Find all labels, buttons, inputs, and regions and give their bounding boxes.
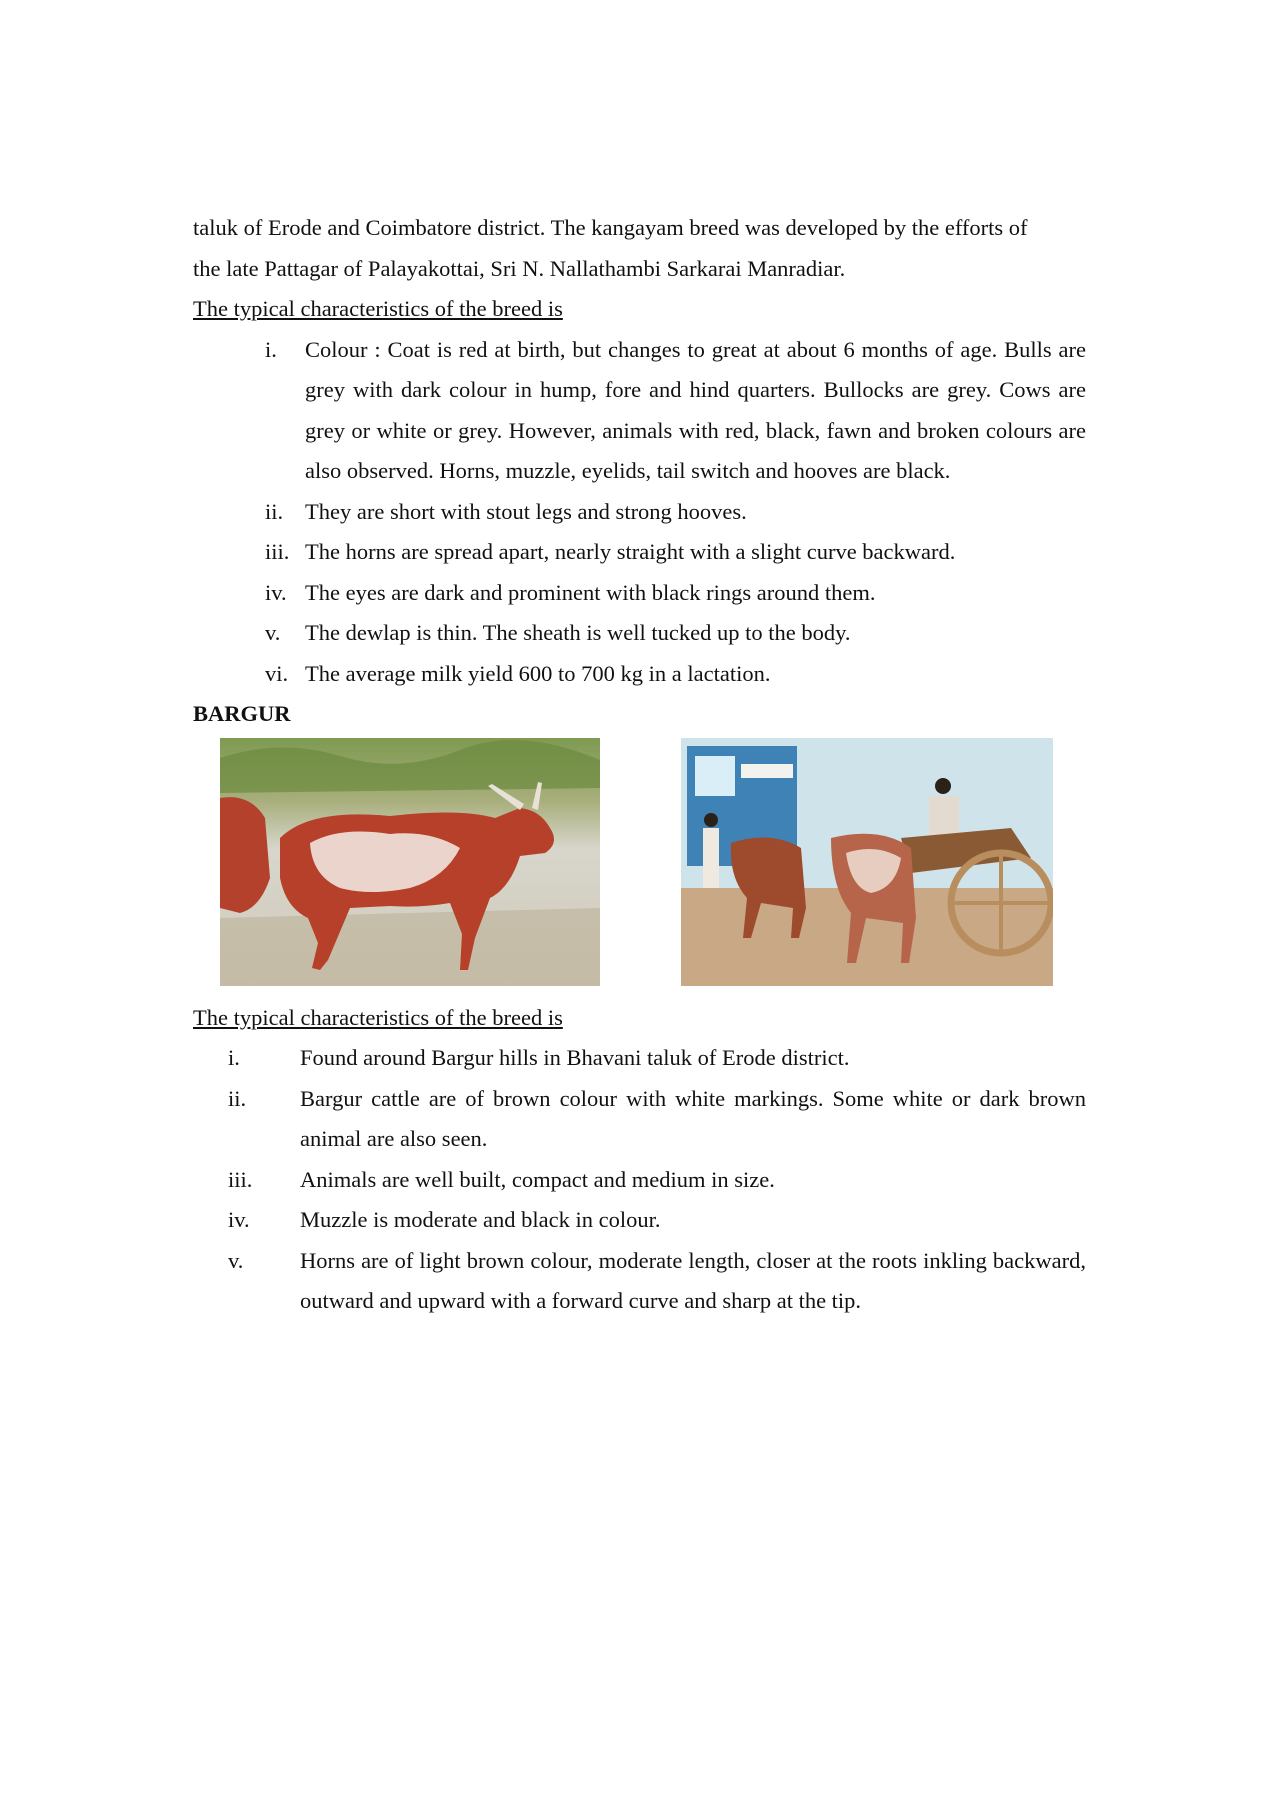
bargur-bullock-cart-photo [681,738,1053,986]
list-item [193,613,1086,654]
list-item-number: iii. [265,539,290,564]
list-item-text: Muzzle is moderate and black in colour. [300,1207,661,1232]
page-content [193,208,1086,1322]
list-item-text: The average milk yield 600 to 700 kg in a lactation. [305,660,771,686]
list-item-text: Animals are well built, compact and medium in size. [300,1166,775,1192]
list-item [193,654,1086,695]
list-item [193,1160,1086,1201]
list-item [193,573,1086,614]
list-item-text: Colour : Coat is red at birth, but changes to great at about 6 months of age. Bulls are grey with dark colour in hump, fore and hind quarters. Bullocks are grey. Cows are grey or white or grey. However, animals with red, black, fawn and broken colours are also observed. Horns, muzzle, eyelids, tail switch and hooves are black. [305,336,1086,483]
list-item [193,1038,1086,1079]
list-item [193,492,1086,533]
list-item [193,1200,1086,1241]
list-item [193,1079,1086,1160]
intro-line-1: taluk of Erode and Coimbatore district. The kangayam breed was developed by the efforts of [193,215,1028,240]
list-item-text: Bargur cattle are of brown colour with white markings. Some white or dark brown animal are also seen. [300,1085,1086,1151]
list-item-text: The eyes are dark and prominent with black rings around them. [305,579,876,605]
list-item-number: ii. [265,498,284,524]
list-item [193,330,1086,492]
list-item-number: ii. [228,1085,247,1111]
list-item-number: vi. [265,660,289,686]
bargur-section-title: BARGUR [193,701,291,726]
list-item-number: v. [228,1247,244,1273]
bargur-cow-photo [220,738,600,986]
list-item-text: Horns are of light brown colour, moderate length, closer at the roots inkling backward, outward and upward with a forward curve and sharp at the tip. [300,1247,1086,1313]
list-item-number: i. [265,336,277,362]
intro-line-2: the late Pattagar of Palayakottai, Sri N. Nallathambi Sarkarai Manradiar. [193,255,846,281]
list-item-text: Found around Bargur hills in Bhavani taluk of Erode district. [300,1045,850,1070]
list-item-text: They are short with stout legs and strong hooves. [305,498,747,524]
list-item-text: The dewlap is thin. The sheath is well tucked up to the body. [305,620,851,645]
list-item-number: i. [228,1045,240,1070]
kangayam-characteristics-heading: The typical characteristics of the breed is [193,296,563,321]
list-item-number: iv. [228,1207,250,1232]
list-item-number: v. [265,620,281,645]
list-item-number: iii. [228,1166,253,1192]
bargur-characteristics-heading: The typical characteristics of the breed is [193,1004,563,1030]
list-item-text: The horns are spread apart, nearly straight with a slight curve backward. [305,539,956,564]
bargur-photos [193,738,1086,998]
list-item [193,1241,1086,1322]
list-item-number: iv. [265,579,287,605]
kangayam-characteristics-list [193,330,1086,695]
list-item [193,532,1086,573]
bargur-characteristics-list [193,1038,1086,1322]
